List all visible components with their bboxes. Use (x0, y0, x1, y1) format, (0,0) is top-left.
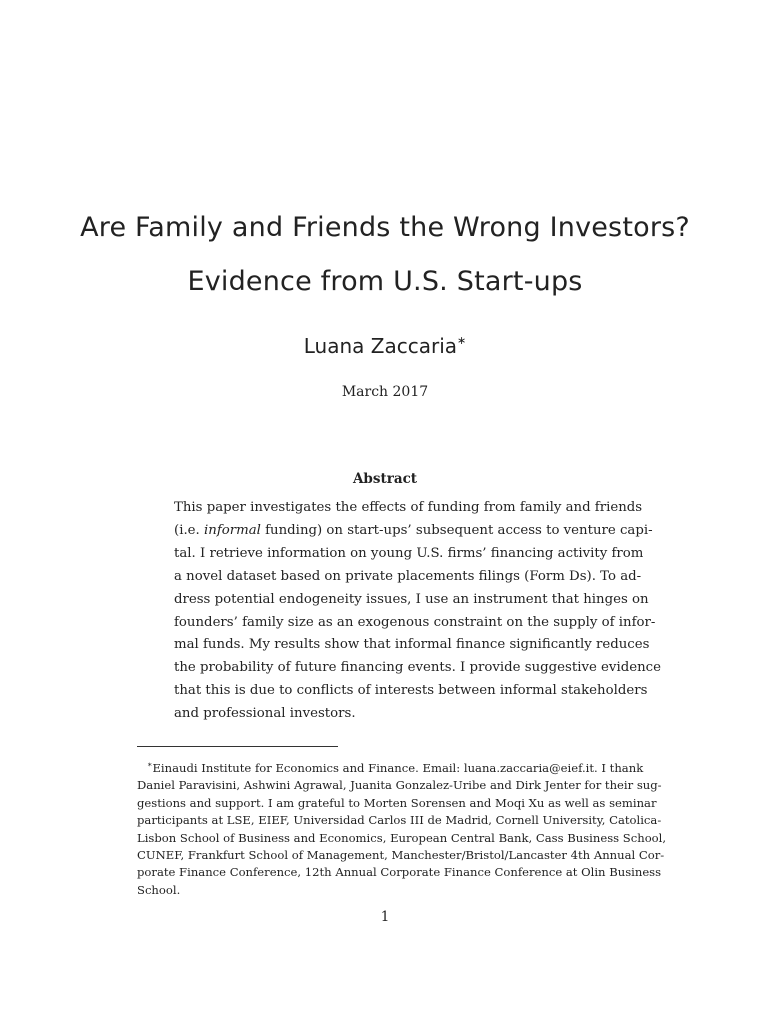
abstract-line: the probability of future financing events. I provide suggestive evidence (174, 660, 661, 676)
author-name (0, 334, 770, 358)
abstract-line: This paper investigates the effects of funding from family and friends (174, 500, 643, 515)
paper-title-line-2: Evidence from U.S. Start-ups (187, 266, 583, 297)
page-number: 1 (380, 909, 390, 925)
footnote-line: School. (137, 882, 181, 897)
footnote-line: participants at LSE, EIEF, Universidad Carlos III de Madrid, Cornell University, Catolica- (137, 813, 662, 828)
footnote-line: gestions and support. I am grateful to Morten Sorensen and Moqi Xu as well as seminar (137, 795, 657, 810)
abstract-line: founders’ family size as an exogenous constraint on the supply of infor- (174, 614, 656, 630)
abstract-heading: Abstract (352, 471, 418, 487)
abstract-line: a novel dataset based on private placements filings (Form Ds). To ad- (174, 568, 642, 584)
author-name-text: Luana Zaccaria (303, 334, 458, 358)
abstract-emphasis: informal (204, 522, 261, 538)
author-footnote-mark: ∗ (457, 334, 467, 347)
footnote-line-text: Einaudi Institute for Economics and Finance. Email: luana.zaccaria@eief.it. I thank (152, 761, 644, 775)
footnote-line: Daniel Paravisini, Ashwini Agrawal, Juanita Gonzalez-Uribe and Dirk Jenter for their sug- (137, 778, 662, 793)
footnote-line: CUNEF, Frankfurt School of Management, Manchester/Bristol/Lancaster 4th Annual Cor- (137, 848, 665, 863)
abstract-body (174, 497, 661, 726)
abstract-line: tal. I retrieve information on young U.S. firms’ financing activity from (174, 545, 644, 561)
footnote-line: porate Finance Conference, 12th Annual Corporate Finance Conference at Olin Business (137, 865, 662, 880)
abstract-line-prefix: (i.e. (174, 522, 200, 538)
footnote-line: Lisbon School of Business and Economics, European Central Bank, Cass Business School, (137, 830, 667, 845)
abstract-line: mal funds. My results show that informal finance significantly reduces (174, 637, 650, 653)
abstract-line (174, 520, 653, 543)
abstract-line-rest: funding) on start-ups’ subsequent access to venture capi- (265, 522, 653, 538)
footnote-mark: ∗ (147, 760, 153, 769)
footnote (137, 756, 667, 899)
footnote-divider (137, 746, 338, 747)
paper-date: March 2017 (341, 384, 429, 400)
paper-title-line-1: Are Family and Friends the Wrong Investors? (80, 212, 690, 243)
footnote-line (137, 756, 644, 777)
abstract-line: dress potential endogeneity issues, I use an instrument that hinges on (174, 591, 649, 607)
abstract-line: that this is due to conflicts of interests between informal stakeholders (174, 683, 648, 699)
abstract-line: and professional investors. (174, 706, 356, 722)
